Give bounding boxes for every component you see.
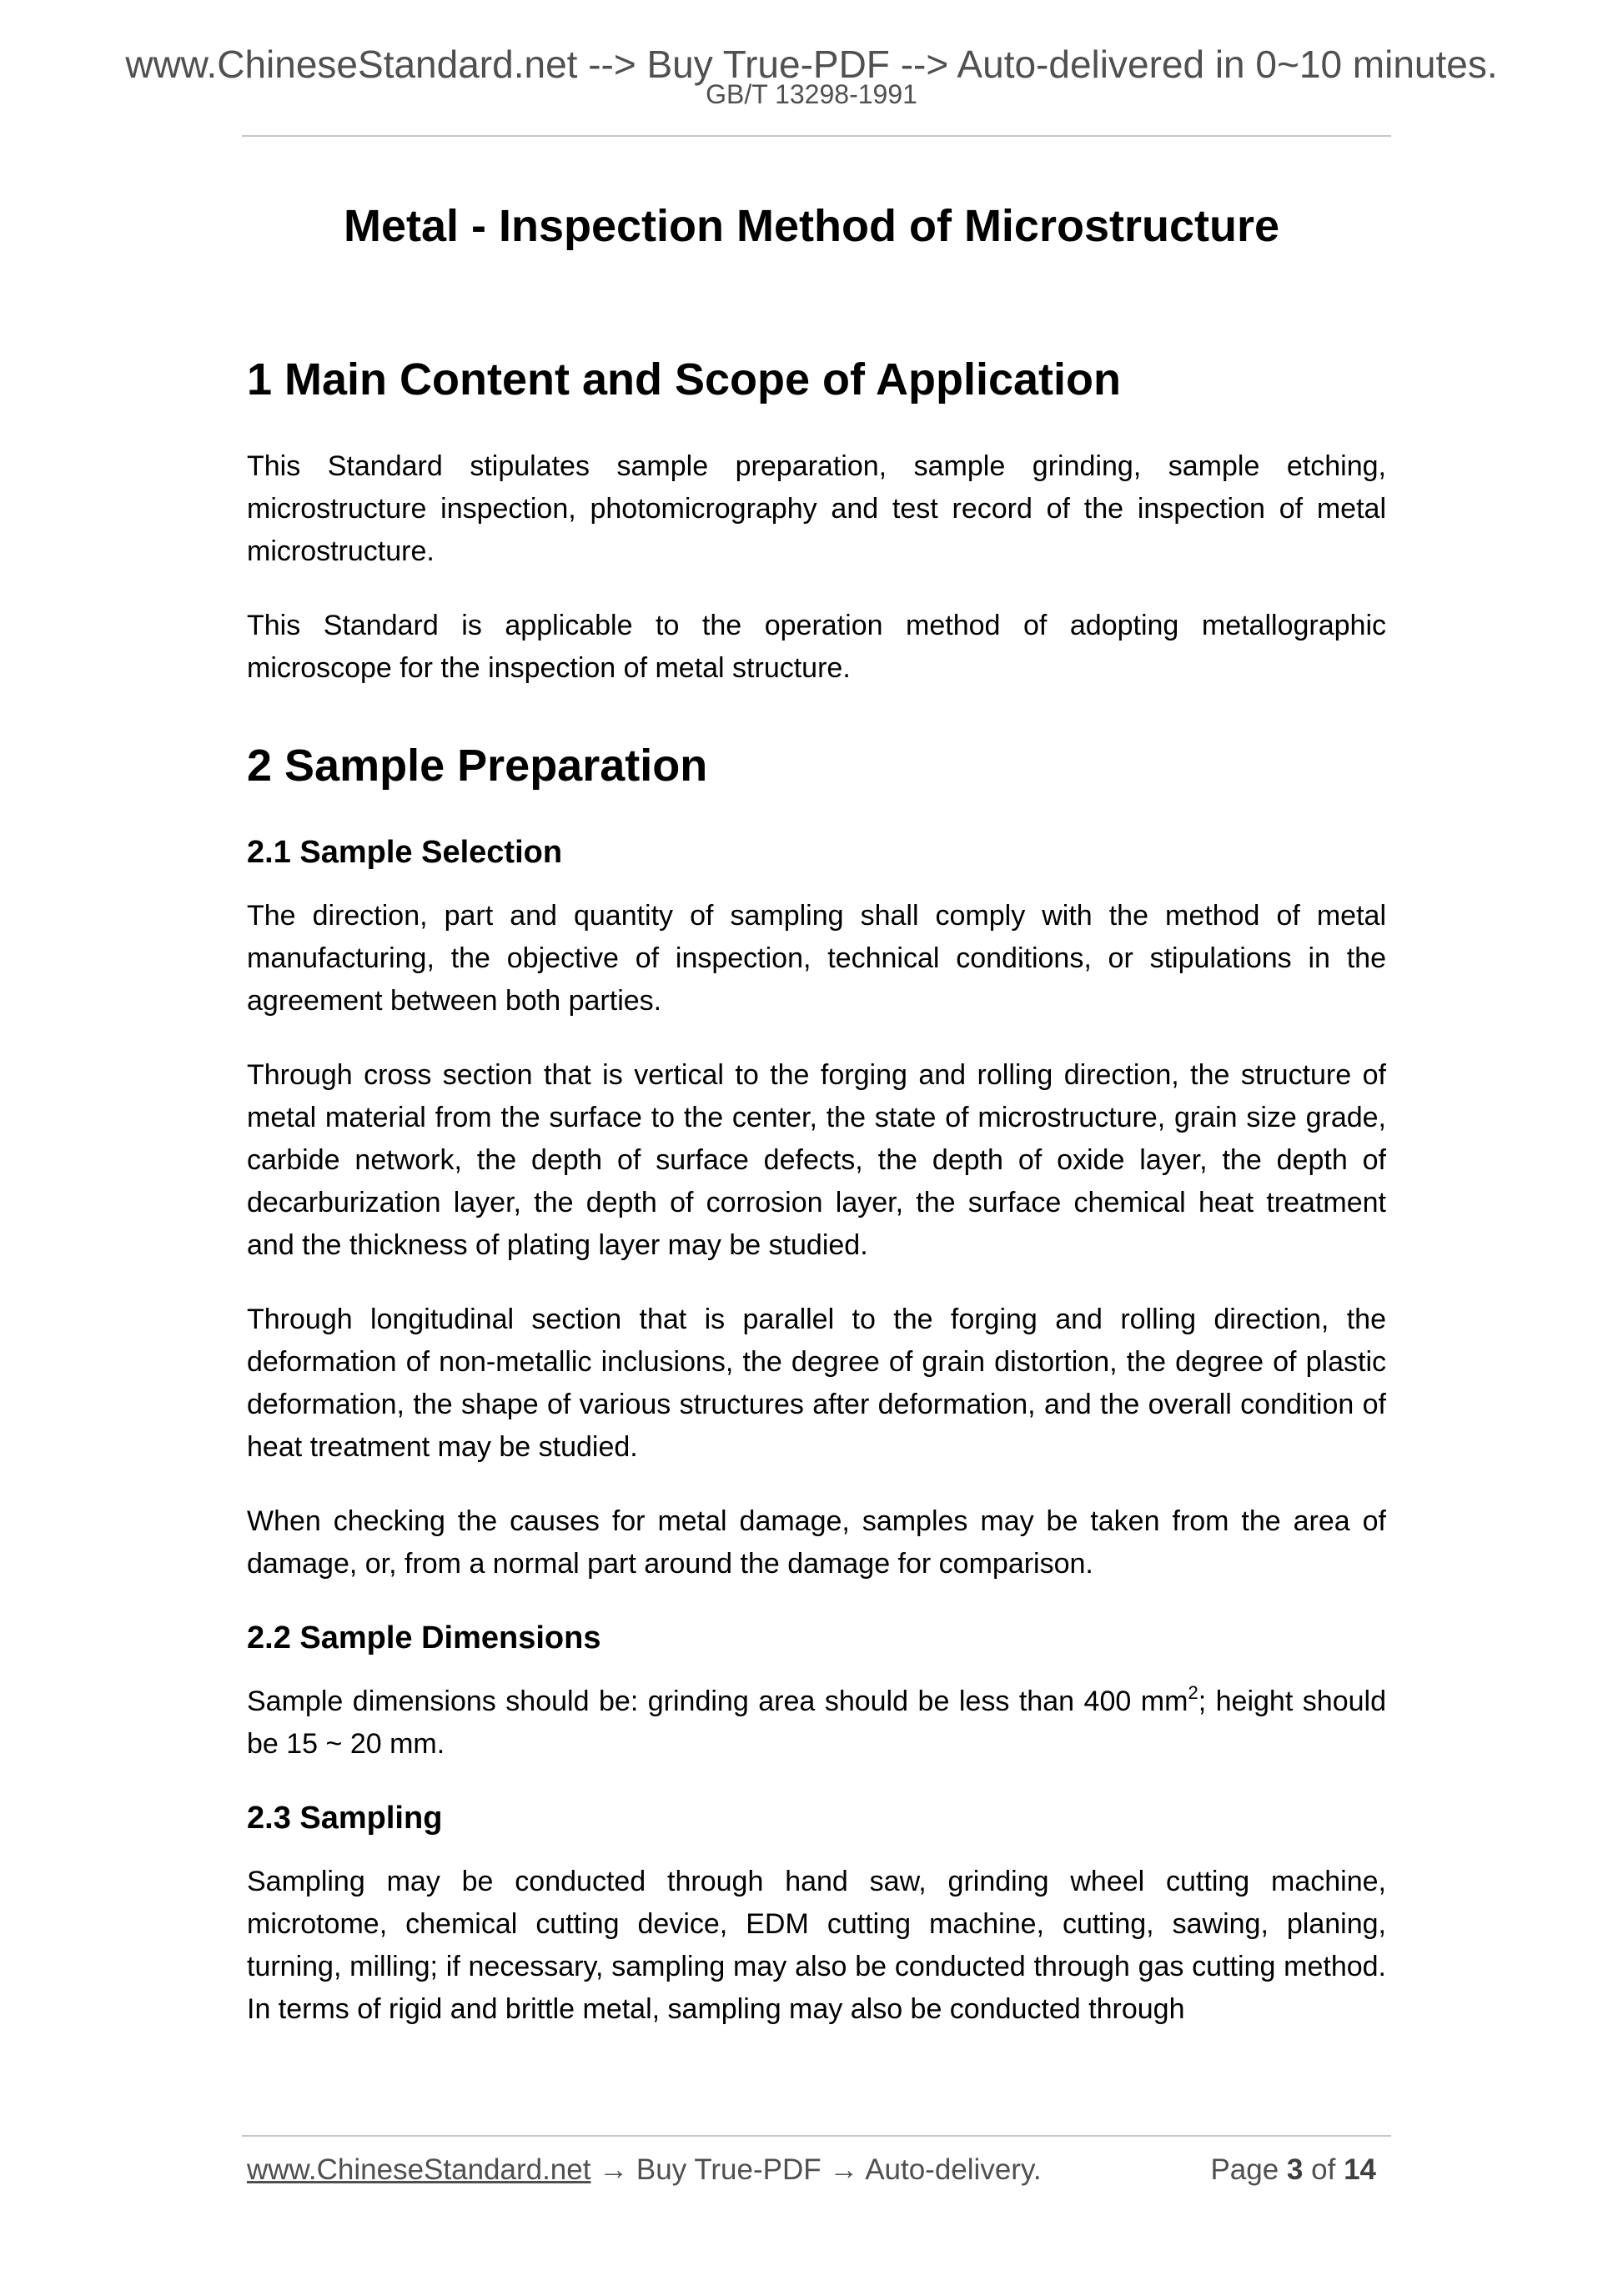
section-2-1-paragraph-2: Through cross section that is vertical to the forging and rolling direction, the structure of metal material from the surface to the center, the state of microstructure, grain size grade, carbide network, the depth of surface defects, the depth of oxide layer, the depth of decarburization layer, the depth of corrosion layer, the surface chemical heat treatment and the thickness of plating layer may be studied.: [247, 1059, 1386, 1261]
of-word: of: [1311, 2153, 1336, 2186]
section-2-1-paragraph-1: The direction, part and quantity of sampling shall comply with the method of metal manufacturing, the objective of inspection, technical conditions, or stipulations in the agreement between both parties.: [247, 900, 1386, 1017]
section-2-1-paragraph-3: Through longitudinal section that is parallel to the forging and rolling direction, the deformation of non-metallic inclusions, the degree of grain distortion, the degree of plastic deformation, the shape of various structures after deformation, and the overall condition of heat treatment may be studied.: [247, 1304, 1386, 1463]
page-total: 14: [1344, 2153, 1376, 2186]
section-1-paragraph-1: This Standard stipulates sample preparation, sample grinding, sample etching, microstructure inspection, photomicrography and test record of the inspection of metal microstructure.: [247, 450, 1386, 567]
dimension-text-b: ; height should be 15 ~ 20 mm.: [247, 1686, 1386, 1760]
document-title: Metal - Inspection Method of Microstructure: [343, 201, 1280, 251]
page-number: 3: [1286, 2153, 1304, 2186]
arrow-icon: →: [821, 2153, 866, 2186]
header-divider: [242, 135, 1391, 137]
section-2-heading: 2 Sample Preparation: [247, 741, 708, 791]
delivery-text: Auto-delivery.: [865, 2153, 1042, 2186]
site-banner: www.ChineseStandard.net --> Buy True-PDF --> Auto-delivered in 0~10 minutes.: [125, 43, 1498, 86]
dimension-text-a: Sample dimensions should be: grinding area should be less than 400 mm: [247, 1686, 1188, 1717]
buy-text: Buy True-PDF: [636, 2153, 822, 2186]
arrow-icon: →: [590, 2153, 636, 2186]
section-2-1-paragraph-4: When checking the causes for metal damage, samples may be taken from the area of damage, or, from a normal part around the damage for comparison.: [247, 1505, 1386, 1580]
section-2-3-heading: 2.3 Sampling: [247, 1801, 443, 1836]
document-code: GB/T 13298-1991: [706, 79, 917, 109]
page-indicator: [1210, 2153, 1376, 2187]
section-2-1-heading: 2.1 Sample Selection: [247, 835, 563, 870]
page-footer: [247, 2153, 1376, 2187]
superscript-2: 2: [1188, 1681, 1198, 1703]
section-2-3-paragraph-1: Sampling may be conducted through hand saw, grinding wheel cutting machine, microtome, chemical cutting device, EDM cutting machine, cutting, sawing, planing, turning, milling; if necessary, sampling may also be conducted through gas cutting method. In terms of rigid and brittle metal, sampling may also be conducted through: [247, 1866, 1386, 2025]
section-1-heading: 1 Main Content and Scope of Application: [247, 354, 1122, 404]
section-1-paragraph-2: This Standard is applicable to the operation method of adopting metallographic microscope for the inspection of metal structure.: [247, 610, 1386, 684]
section-2-2-heading: 2.2 Sample Dimensions: [247, 1620, 601, 1655]
page-word: Page: [1210, 2153, 1279, 2186]
section-2-2-paragraph-1: [247, 1681, 1386, 1766]
footer-divider: [242, 2135, 1391, 2137]
site-link[interactable]: www.ChineseStandard.net: [247, 2153, 591, 2186]
document-body: [247, 350, 1386, 2062]
